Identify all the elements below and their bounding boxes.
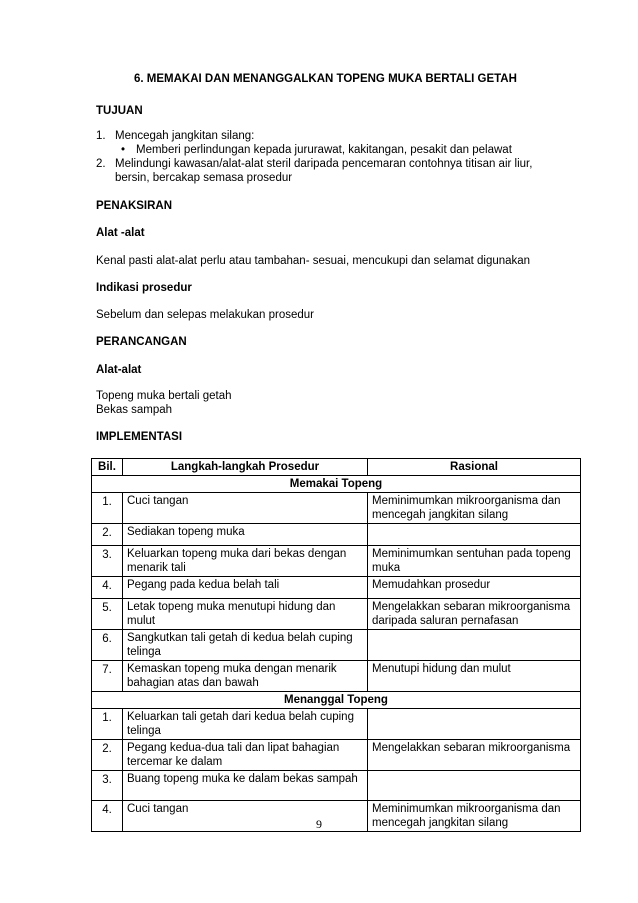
row-step: Keluarkan topeng muka dari bekas dengan menarik tali [123,546,368,577]
table-row [92,630,581,661]
row-reason: Menutupi hidung dan mulut [368,661,581,692]
table-row [92,493,581,524]
row-step: Cuci tangan [123,801,368,832]
row-number: 3. [92,771,123,801]
heading-indikasi: Indikasi prosedur [96,282,192,294]
row-reason: Meminimumkan sentuhan pada topeng muka [368,546,581,577]
row-step: Sediakan topeng muka [123,524,368,546]
row-reason: Memudahkan prosedur [368,577,581,599]
header-langkah: Langkah-langkah Prosedur [123,459,368,476]
table-row [92,524,581,546]
bullet-icon: • [121,144,126,156]
row-number: 5. [92,599,123,630]
alat-item: Bekas sampah [96,404,173,416]
procedure-table [91,458,581,832]
header-rasional: Rasional [368,459,581,476]
tujuan-item1: Mencegah jangkitan silang: [115,130,255,142]
row-step: Sangkutkan tali getah di kedua belah cuping telinga [123,630,368,661]
row-number: 1. [92,709,123,740]
heading-tujuan: TUJUAN [96,105,143,117]
row-reason [368,630,581,661]
row-step: Cuci tangan [123,493,368,524]
row-number: 6. [92,630,123,661]
document-title: 6. MEMAKAI DAN MENANGGALKAN TOPENG MUKA BERTALI GETAH [134,73,517,85]
tujuan-item1-number: 1. [96,130,106,142]
table-row [92,709,581,740]
alat-item: Topeng muka bertali getah [96,390,232,402]
row-reason: Mengelakkan sebaran mikroorganisma [368,740,581,771]
section-menanggal: Menanggal Topeng [92,692,581,709]
row-reason: Meminimumkan mikroorganisma dan mencegah jangkitan silang [368,801,581,832]
page-number: 9 [316,817,322,831]
tujuan-item2-line2: bersin, bercakap semasa prosedur [115,172,293,184]
row-number: 1. [92,493,123,524]
row-number: 7. [92,661,123,692]
row-number: 2. [92,524,123,546]
tujuan-item2-line1: Melindungi kawasan/alat-alat steril daripada pencemaran contohnya titisan air liur, [115,158,533,170]
table-row [92,599,581,630]
table-row [92,740,581,771]
heading-perancangan: PERANCANGAN [96,336,187,348]
alat-alat-text: Kenal pasti alat-alat perlu atau tambahan- sesuai, mencukupi dan selamat digunakan [96,255,531,267]
header-bil: Bil. [92,459,123,476]
section-memakai: Memakai Topeng [92,476,581,493]
table-row [92,771,581,801]
heading-implementasi: IMPLEMENTASI [96,431,183,443]
row-step: Letak topeng muka menutupi hidung dan mulut [123,599,368,630]
row-reason: Mengelakkan sebaran mikroorganisma daripada saluran pernafasan [368,599,581,630]
table-row [92,546,581,577]
row-step: Kemaskan topeng muka dengan menarik bahagian atas dan bawah [123,661,368,692]
row-reason [368,709,581,740]
row-step: Keluarkan tali getah dari kedua belah cuping telinga [123,709,368,740]
row-step: Pegang pada kedua belah tali [123,577,368,599]
table-header-row [92,459,581,476]
row-reason [368,524,581,546]
row-reason [368,771,581,801]
tujuan-bullet-text: Memberi perlindungan kepada jururawat, kakitangan, pesakit dan pelawat [136,144,512,156]
row-step: Buang topeng muka ke dalam bekas sampah [123,771,368,801]
table-row [92,661,581,692]
tujuan-item2-number: 2. [96,158,106,170]
indikasi-text: Sebelum dan selepas melakukan prosedur [96,309,314,321]
heading-alat-alat: Alat -alat [96,227,145,239]
row-number: 2. [92,740,123,771]
row-number: 4. [92,801,123,832]
row-number: 4. [92,577,123,599]
row-reason: Meminimumkan mikroorganisma dan mencegah jangkitan silang [368,493,581,524]
row-number: 3. [92,546,123,577]
heading-penaksiran: PENAKSIRAN [96,200,173,212]
heading-alat-alat-2: Alat-alat [96,364,142,376]
table-row [92,577,581,599]
row-step: Pegang kedua-dua tali dan lipat bahagian tercemar ke dalam [123,740,368,771]
